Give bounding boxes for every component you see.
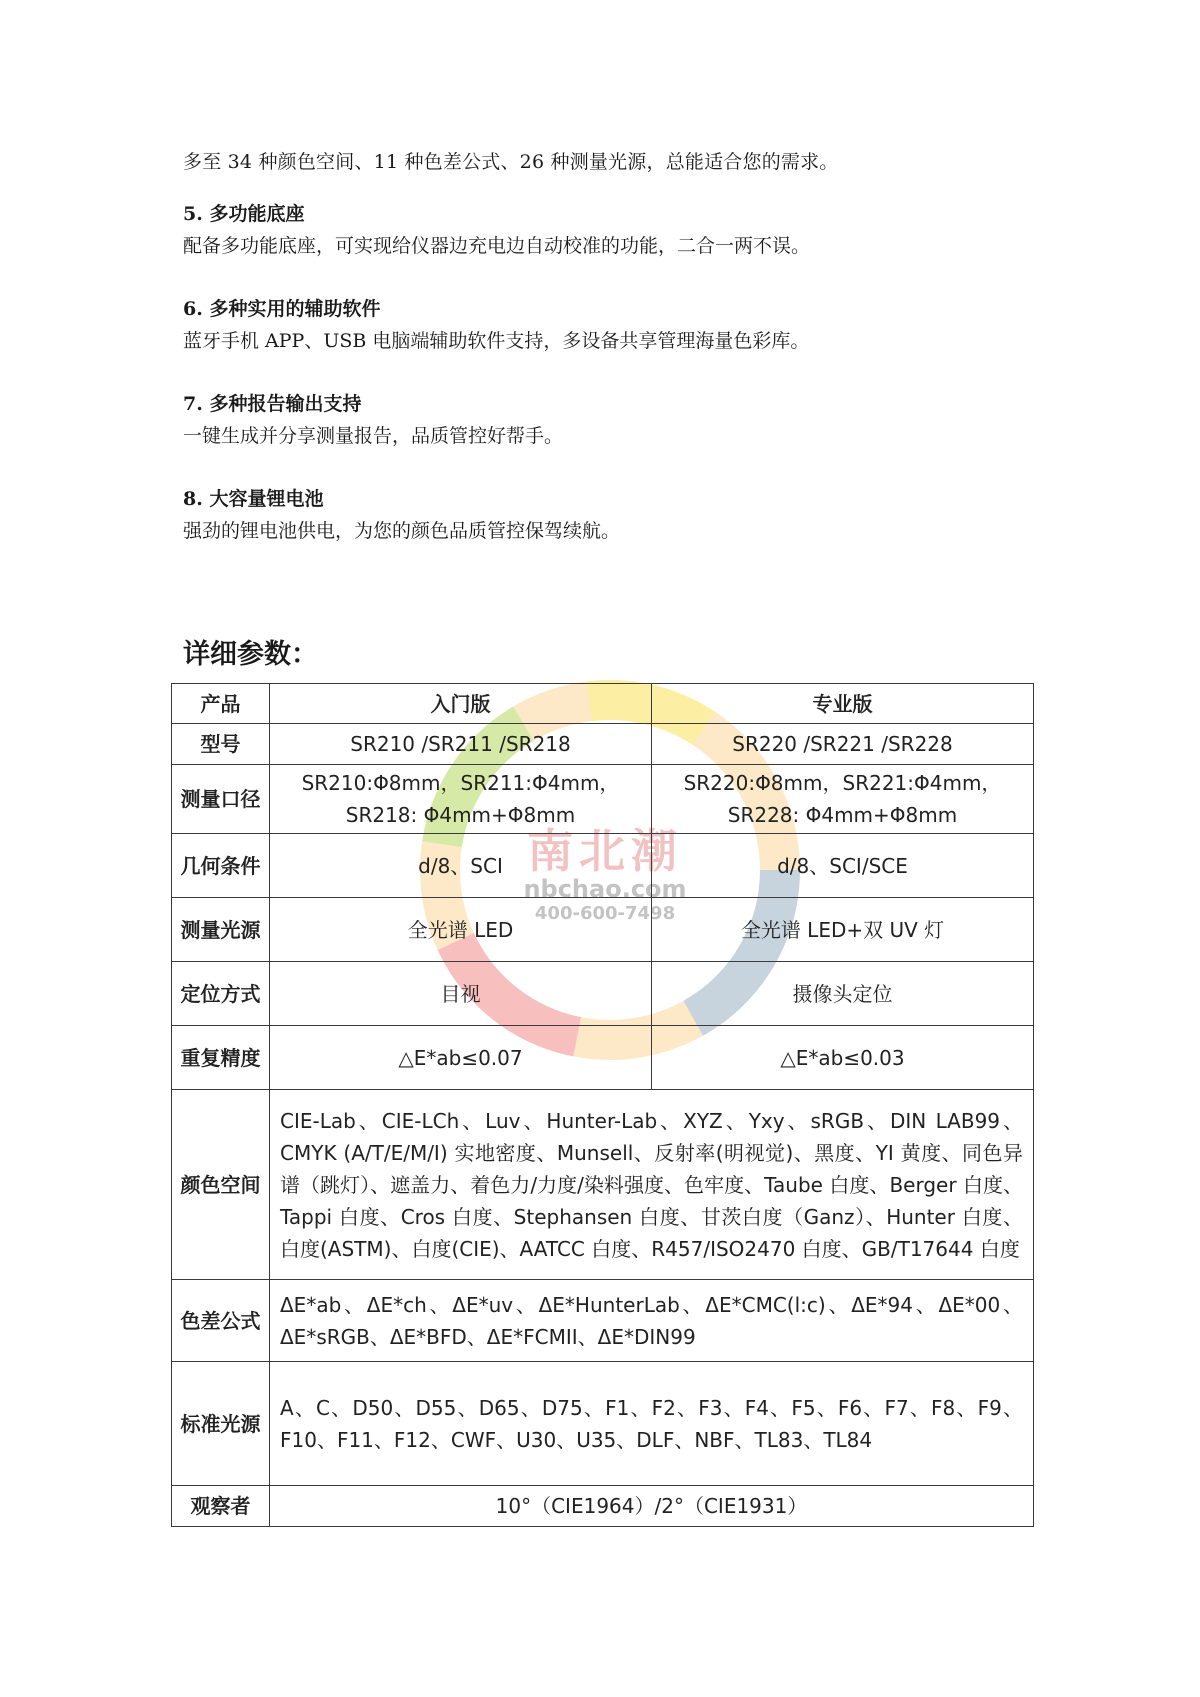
- table-row-aperture: [172, 765, 1034, 834]
- cell-label: 几何条件: [172, 834, 270, 898]
- cell-label: 定位方式: [172, 962, 270, 1026]
- cell-pro: △E*ab≤0.03: [652, 1026, 1034, 1090]
- feature-title: 6. 多种实用的辅助软件: [183, 298, 381, 320]
- feature-title: 7. 多种报告输出支持: [183, 393, 362, 415]
- cell-value: ΔE*ab、ΔE*ch、ΔE*uv、ΔE*HunterLab、ΔE*CMC(l:c)、ΔE*94、ΔE*00、ΔE*sRGB、ΔE*BFD、ΔE*FCMII、ΔE*DIN99: [270, 1280, 1034, 1362]
- cell-value: 10°（CIE1964）/2°（CIE1931）: [270, 1486, 1034, 1527]
- cell-label: 型号: [172, 724, 270, 765]
- watermark-tel: 400-600-7498: [534, 903, 676, 924]
- cell-label: 重复精度: [172, 1026, 270, 1090]
- feature-5: [183, 198, 1043, 262]
- feature-desc: 蓝牙手机 APP、USB 电脑端辅助软件支持，多设备共享管理海量色彩库。: [183, 330, 810, 352]
- cell-label: 观察者: [172, 1486, 270, 1527]
- table-row-geometry: [172, 834, 1034, 898]
- table-row-header: [172, 684, 1034, 724]
- table-row-formula: [172, 1280, 1034, 1362]
- table-row-illuminant: [172, 1362, 1034, 1486]
- feature-desc: 配备多功能底座，可实现给仪器边充电边自动校准的功能，二合一两不误。: [183, 235, 811, 257]
- cell-value: CIE-Lab、CIE-LCh、Luv、Hunter-Lab、XYZ、Yxy、sRGB、DIN LAB99、CMYK (A/T/E/M/I) 实地密度、Munsell、反射率(明视觉)、黑度、YI 黄度、同色异谱（跳灯）、遮盖力、着色力/力度/染料强度、色牢度、Taube 白度、Berger 白度、Tappi 白度、Cros 白度、Stephansen 白度、甘茨白度（Ganz）、Hunter 白度、白度(ASTM)、白度(CIE)、AATCC 白度、R457/ISO2470 白度、GB/T17644 白度: [270, 1090, 1034, 1280]
- cell-entry: 全光谱 LED: [270, 898, 652, 962]
- cell-entry: SR210 /SR211 /SR218: [270, 724, 652, 765]
- cell-entry: 入门版: [270, 684, 652, 724]
- table-row-observer: [172, 1486, 1034, 1527]
- cell-value: A、C、D50、D55、D65、D75、F1、F2、F3、F4、F5、F6、F7、F8、F9、F10、F11、F12、CWF、U30、U35、DLF、NBF、TL83、TL84: [270, 1362, 1034, 1486]
- feature-title: 8. 大容量锂电池: [183, 488, 324, 510]
- cell-pro: 摄像头定位: [652, 962, 1034, 1026]
- cell-label: 产品: [172, 684, 270, 724]
- feature-desc: 一键生成并分享测量报告，品质管控好帮手。: [183, 425, 564, 447]
- cell-pro: SR220 /SR221 /SR228: [652, 724, 1034, 765]
- spec-table: [171, 683, 1034, 1527]
- feature-desc: 强劲的锂电池供电，为您的颜色品质管控保驾续航。: [183, 520, 621, 542]
- feature-7: [183, 388, 1043, 452]
- table-row-model: [172, 724, 1034, 765]
- cell-label: 颜色空间: [172, 1090, 270, 1280]
- feature-title: 5. 多功能底座: [183, 203, 305, 225]
- cell-label: 标准光源: [172, 1362, 270, 1486]
- table-row-colorspace: [172, 1090, 1034, 1280]
- cell-entry: 目视: [270, 962, 652, 1026]
- cell-pro: SR220:Φ8mm，SR221:Φ4mm，SR228: Φ4mm+Φ8mm: [652, 765, 1034, 834]
- cell-pro: d/8、SCI/SCE: [652, 834, 1034, 898]
- cell-entry: d/8、SCI: [270, 834, 652, 898]
- intro-text: 多至 34 种颜色空间、11 种色差公式、26 种测量光源，总能适合您的需求。: [183, 151, 839, 173]
- watermark-en: nbchao.com: [523, 875, 687, 903]
- feature-6: [183, 293, 1043, 357]
- cell-label: 色差公式: [172, 1280, 270, 1362]
- table-row-light: [172, 898, 1034, 962]
- table-row-positioning: [172, 962, 1034, 1026]
- table-row-repeatability: [172, 1026, 1034, 1090]
- cell-entry: △E*ab≤0.07: [270, 1026, 652, 1090]
- watermark-cn: 南北潮: [527, 824, 683, 878]
- cell-label: 测量口径: [172, 765, 270, 834]
- feature-8: [183, 483, 1043, 547]
- cell-label: 测量光源: [172, 898, 270, 962]
- cell-pro: 全光谱 LED+双 UV 灯: [652, 898, 1034, 962]
- cell-entry: SR210:Φ8mm，SR211:Φ4mm，SR218: Φ4mm+Φ8mm: [270, 765, 652, 834]
- section-title: 详细参数：: [183, 639, 318, 670]
- cell-pro: 专业版: [652, 684, 1034, 724]
